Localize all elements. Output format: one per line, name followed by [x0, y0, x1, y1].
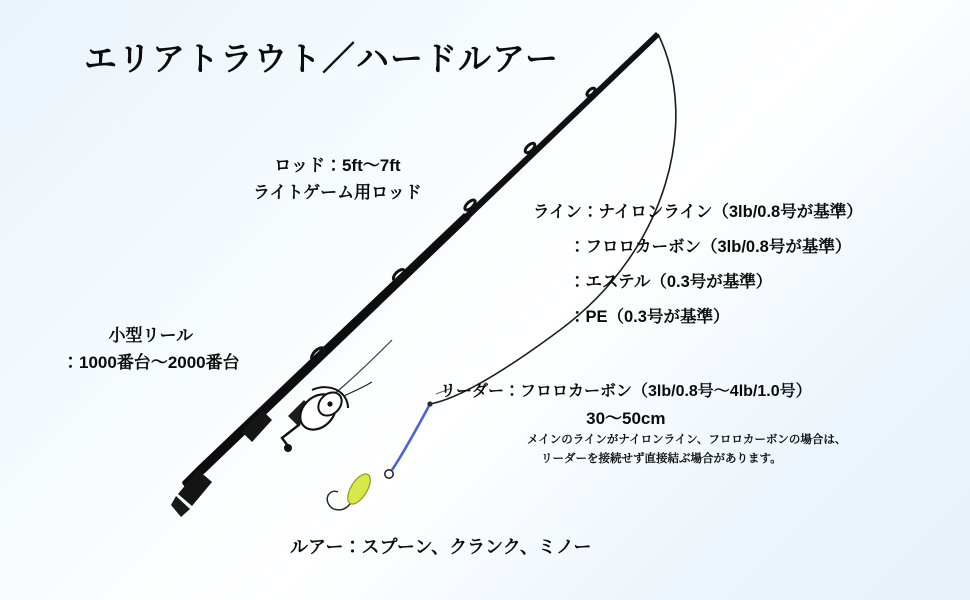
- reel-spool-center: [327, 401, 332, 406]
- leader-label-line1: リーダー：フロロカーボン（3lb/0.8号〜4lb/1.0号）: [440, 383, 812, 400]
- line-label-line1: ライン：ナイロンライン（3lb/0.8号が基準）: [533, 203, 863, 221]
- reel-label-line1: 小型リール: [108, 326, 194, 345]
- rod-label-line1: ロッド：5ft〜7ft: [274, 156, 401, 175]
- page-title: エリアトラウト／ハードルアー: [84, 40, 560, 77]
- leader-line: [392, 404, 430, 470]
- line-label-line3: ：エステル（0.3号が基準）: [569, 273, 773, 291]
- reel-group: [282, 382, 372, 452]
- reel-label: [62, 322, 240, 376]
- leader-label-line2: 30〜50cm: [586, 409, 666, 428]
- line-label: [533, 195, 863, 335]
- lure-hook: [327, 491, 350, 510]
- rod-label: [253, 152, 422, 206]
- rod-grip: [178, 470, 212, 506]
- line-label-line4: ：PE（0.3号が基準）: [569, 308, 730, 326]
- reel-label-line2: ：1000番台〜2000番台: [62, 353, 240, 372]
- line-label-line2: ：フロロカーボン（3lb/0.8号が基準）: [569, 238, 852, 256]
- leader-note: [527, 431, 846, 469]
- split-ring: [385, 470, 393, 478]
- reel-handle-knob: [284, 444, 292, 452]
- lure-group: [327, 470, 393, 510]
- lure-label: ルアー：スプーン、クランク、ミノー: [290, 537, 592, 557]
- leader-knot: [427, 401, 432, 406]
- leader-label: [440, 378, 812, 432]
- reel-handle: [282, 424, 300, 446]
- reel-line-exit: [344, 382, 372, 396]
- rod-label-line2: ライトゲーム用ロッド: [253, 183, 422, 202]
- leader-note-line2: リーダーを接続せず直接結ぶ場合があります。: [541, 453, 782, 465]
- spoon-body: [343, 470, 375, 507]
- leader-note-line1: メインのラインがナイロンライン、フロロカーボンの場合は、: [527, 434, 847, 446]
